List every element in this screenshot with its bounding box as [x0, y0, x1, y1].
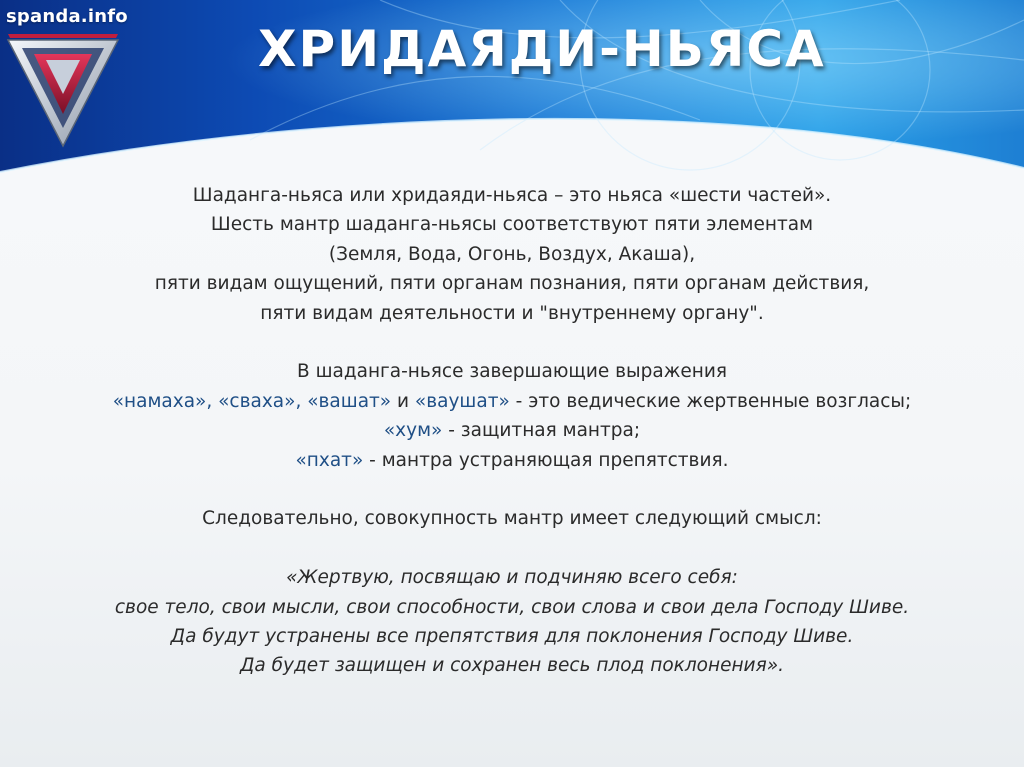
explanation-text: - мантра устраняющая препятствия. — [363, 449, 729, 471]
text-line: Шаданга-ньяса или хридаяди-ньяса – это ньяса «шести частей». — [192, 185, 832, 206]
quote-line: «Жертвую, посвящаю и подчиняю всего себя: — [286, 567, 738, 589]
explanation-text: - защитная мантра; — [442, 420, 641, 442]
text-line: пяти видам деятельности и "внутреннему органу". — [260, 302, 764, 324]
mantra-term: «хум» — [383, 420, 443, 442]
mantra-terms: «намаха», «сваха», «вашат» — [112, 390, 392, 412]
text-line: Шесть мантр шаданга-ньясы соответствуют пяти элементам — [210, 214, 814, 236]
quote-line: Да будет защищен и сохранен весь плод поклонения». — [239, 655, 785, 677]
content-body — [20, 181, 1004, 681]
quote-line: свое тело, свои мысли, свои способности, свои слова и свои дела Господу Шиве. — [114, 596, 910, 618]
text-line: (Земля, Вода, Огонь, Воздух, Акаша), — [328, 243, 696, 265]
explanation-text: - это ведические жертвенные возгласы; — [509, 390, 912, 412]
text-line: Следовательно, совокупность мантр имеет следующий смысл: — [202, 508, 822, 530]
text-line: пяти видам ощущений, пяти органам познания, пяти органам действия, — [154, 273, 870, 295]
mantra-term: «ваушат» — [414, 390, 510, 412]
text-line: В шаданга-ньясе завершающие выражения — [297, 361, 727, 383]
connector-text: и — [391, 390, 415, 412]
text-line — [20, 416, 1004, 445]
mantra-term: «пхат» — [295, 449, 364, 471]
quote-block — [20, 563, 1004, 681]
page-title: ХРИДАЯДИ-НЬЯСА — [258, 20, 826, 78]
spacer — [20, 475, 1004, 504]
site-label: spanda.info — [6, 6, 128, 27]
quote-line: Да будут устранены все препятствия для поклонения Господу Шиве. — [170, 626, 854, 648]
logo-emblem-icon — [4, 28, 122, 150]
text-line — [20, 387, 1004, 416]
spacer — [20, 534, 1004, 563]
text-line — [20, 446, 1004, 475]
spacer — [20, 328, 1004, 357]
